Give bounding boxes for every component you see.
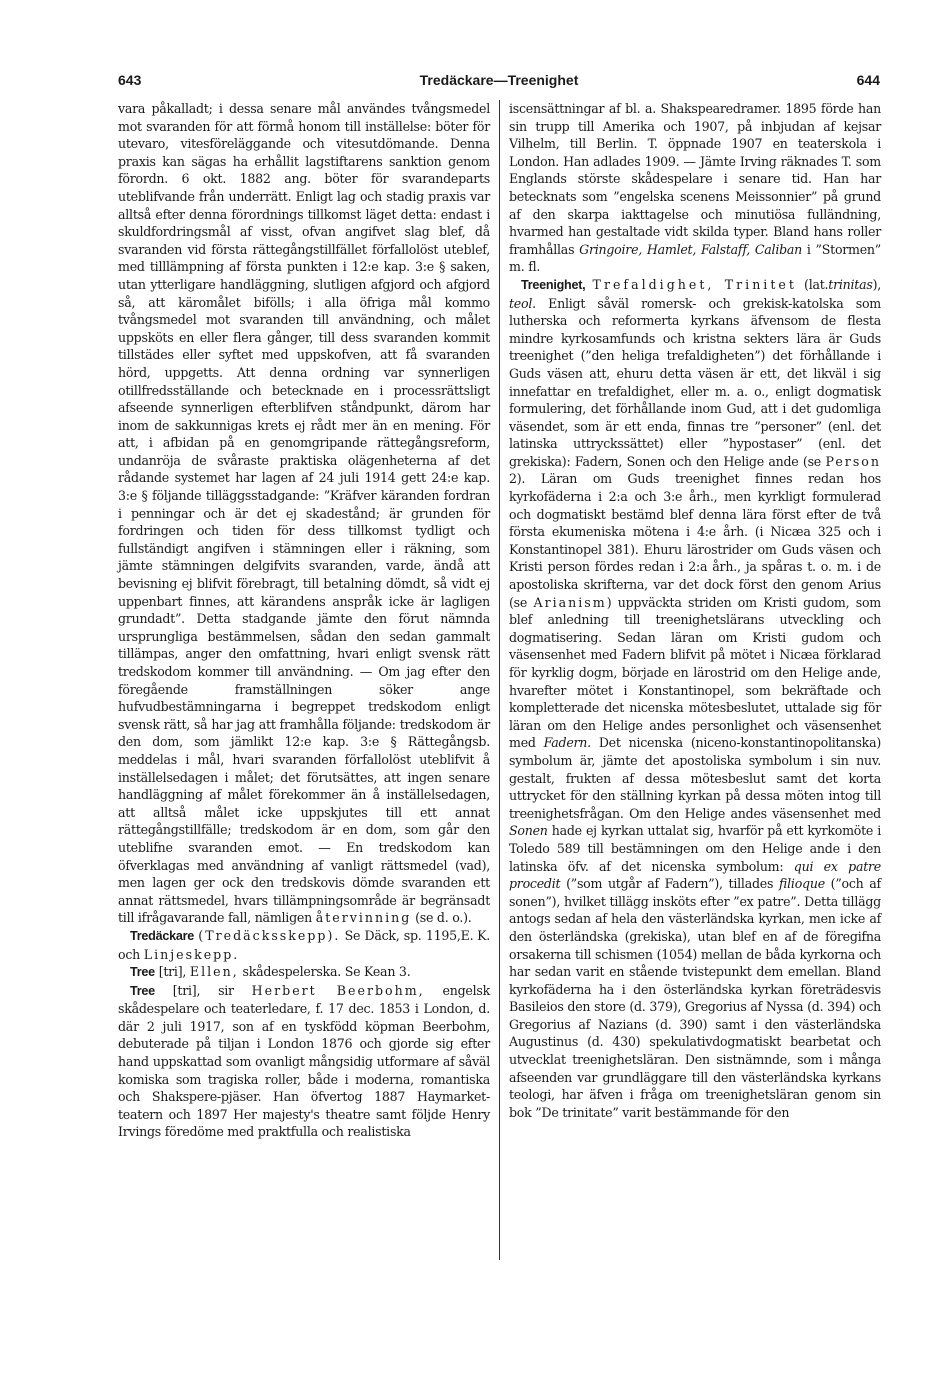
spaced-term: återvinning <box>315 910 412 926</box>
running-header <box>118 72 880 92</box>
subject-label: teol. <box>509 295 536 311</box>
entry-headword: Tredäckare <box>130 928 195 943</box>
entry-headword: Treenighet, <box>521 277 586 292</box>
italic-term: Sonen <box>509 823 548 839</box>
entry-text: Det nicenska (niceno-konstantinopolitanska) symbolum är, jämte det apostoliska symbolum i sin nuv. gestalt, frukten af dessa mötesbeslut samt det korta uttrycket för den ställning kyrkan på dessa möten intog till treenighetsfrågan. Om den Helige andes väsensenhet med <box>509 735 881 821</box>
entry-headword: Tree <box>130 965 155 980</box>
latin-quote: qui ex patre procedit <box>509 858 881 892</box>
entry-text: skådespelerska. Se Kean 3. <box>242 964 411 980</box>
pronunciation: [tri], <box>172 982 201 998</box>
entry-tredackare <box>118 927 490 963</box>
spaced-term: (Tredäcksskepp). <box>198 927 341 943</box>
column-divider <box>499 100 500 1260</box>
spaced-term: Ellen, <box>189 964 239 980</box>
entry-text: Se Däck, sp. 1195, och <box>118 927 461 962</box>
latin-term: trinitas <box>828 276 873 292</box>
entry-text: ), <box>872 276 881 292</box>
page-number-right: 644 <box>856 72 880 88</box>
entry-treenighet <box>509 276 881 1122</box>
entry-tree-herbert <box>118 982 490 1141</box>
spaced-term: Trefaldighet, Trinitet <box>592 276 797 292</box>
spaced-term: Person <box>825 453 881 469</box>
entry-text: sir <box>218 982 234 998</box>
entry-text: (lat. <box>804 276 829 292</box>
pronunciation: [tri], <box>158 964 187 980</box>
entry-text: engelsk skådespelare och teaterledare, f. 17 dec. 1853 i London, d. där 2 juli 1917, son af en tyskfödd köpman Beerbohm, debuterade på tiljan i London 1876 och gjorde sig efter hand uppskattad som ovanligt mångsidig utformare af såväl komiska som tragiska roller, både i moderna, romantiska och Shakspere-pjäser. Han öfvertog 1887 Haymarket-teatern och 1897 Her majesty's theatre samt följde Henry Irvings föredöme med praktfulla och realistiska <box>118 982 490 1140</box>
paragraph-text: iscensättningar af bl. a. Shakspearedramer. 1895 förde han sin trupp till Amerika och 1907, på inbjudan af kejsar Vilhelm, till Berlin. T. öppnade 1907 en teaterskola i London. Han adlades 1909. — Jämte Irving räknades T. som Englands störste skådespelare i senare tid. Han har betecknats som ”engelska scenens Meissonnier” på grund af den skarpa iakttagelse och minutiösa fulländning, hvarmed han gestaltade vidt skilda typer. Bland hans roller framhållas <box>509 101 881 257</box>
spaced-term: Linjeskepp. <box>143 946 240 962</box>
paragraph <box>509 100 881 276</box>
entry-headword: Tree <box>130 983 155 998</box>
page-title: Tredäckare—Treenighet <box>419 72 579 88</box>
paragraph-text: (se d. o.). <box>415 910 472 926</box>
italic-term: Fadern. <box>543 735 591 751</box>
author-signature: E. K. <box>460 927 490 943</box>
entry-text: Enligt såväl romersk- och grekisk-katolska som lutherska och reformerta kyrkans äfvensom de flesta mindre kyrkosamfunds och kristna sekters lära är Guds treenighet (”den heliga trefaldigheten”) det förhållande i Guds väsen att, ehuru detta väsen är ett, det likväl i sig innefattar en trefaldighet, eller m. a. o., enligt dogmatisk formulering, det förhållande inom Gud, att i det gudomliga väsendet, som är ett enda, finnas tre ”personer” (enl. det latinska uttryckssättet) eller ”hypostaser” (enl. det grekiska): Fadern, Sonen och den Helige ande (se <box>509 295 881 469</box>
entry-text: 2). Läran om Guds treenighet finnes redan hos kyrkofäderna i 2:a och 3:e årh., men kyrkligt formulerad och dogmatiskt bestämd blef denna lära först efter de två första ekumeniska mötena i 4:e årh. (i Nicæa 325 och i Konstantinopel 381). Ehuru lärostrider om Guds väsen och Kristi person fördes redan i 2:a årh., ja spåras t. o. m. i de apostoliska skrifterna, var det dock först den genom Arius (se <box>509 471 881 610</box>
spaced-term: Arianism <box>533 594 607 610</box>
role-names: Gringoire, Hamlet, Falstaff, Caliban <box>579 241 803 257</box>
entry-text: (”som utgår af Fadern”), tillades <box>566 876 774 892</box>
entry-text: (”och af sonen”), hvilket tillägg insköts efter ”ex patre”. Detta tillägg antogs sedan af hela den västerländska kyrkan, men icke af den österländska (grekiska), utan blef en af de föregifna orsakerna till schismen (1054) mellan de båda kyrkorna och har sedan varit en stående tvistepunkt dem emellan. Bland kyrkofäderna ha i den österländska kyrkan företrädesvis Basileios den store (d. 379), Gregorius af Nyssa (d. 394) och Gregorius af Nazians (d. 390) samt i den västerländska Augustinus (d. 430) spekulativdogmatiskt bearbetat och utvecklat treenighetsläran. Den sistnämnde, som i många afseenden var grundläggare till den västerländska kyrkans teologi, har äfven i fråga om treenighetsläran genom sin bok ”De trinitate” varit bestämmande för den <box>509 876 881 1120</box>
page-number-left: 643 <box>118 72 142 88</box>
right-column <box>509 100 881 1121</box>
spaced-term: Herbert Beerbohm, <box>251 982 425 998</box>
entry-text: hade ej kyrkan uttalat sig, hvarför på ett kyrkomöte i Toledo 589 till bestämningen om den Helige ande i den latinska öfv. af det nicenska symbolum: <box>509 823 881 874</box>
entry-text: ) uppväckta striden om Kristi gudom, som blef anledning till treenighetslärans utveckling och dogmatisering. Sedan läran om Kristi gudom och väsensenhet med Fadern blifvit på mötet i Nicæa förklarad för kyrklig dogm, började en lärostrid om den Helige ande, hvarefter mötet i Konstantinopel, som bekräftade och kompletterade det nicenska mötesbeslutet, uttalade sig för läran om den Helige andes personlighet och väsensenhet med <box>509 594 881 751</box>
left-column <box>118 100 490 1141</box>
paragraph-text: i ”Stormen” m. fl. <box>509 241 881 275</box>
paragraph-text: vara påkalladt; i dessa senare mål användes tvångsmedel mot svaranden för att förmå honom till inställelse: böter för utevaro, vitesföreläggande och vitesutdömande. Denna praxis kan sägas ha erhållit lagstiftarens sanktion genom förordn. 6 okt. 1882 ang. böter för svarandeparts uteblifvande från underrätt. Enligt lag och stadig praxis var alltså efter denna förordnings tillkomst läget detta: endast i skuldfordringsmål af visst, ofvan angifvet slag blef, då svaranden vid första rättegångstillfället förfallolöst uteblef, med tilllämpning af första punkten i 12:e kap. 3:e § saken, utan ytterligare handläggning, slutligen afgjord och afgjord så, att käromålet bifölls; i alla öfriga mål kommo tvångsmedel mot svaranden till användning, och målet uppsköts en eller flera gånger, till dess svaranden kommit tillstädes eller syftet med uppskofven, att få svaranden hörd, uppgetts. Att denna ordning var synnerligen otillfredsställande och betecknade en i processrättsligt afseende synnerligen efterblifven ståndpunkt, därom har inom de sakkunnigas krets ej rådt mer än en mening. För att, i afbidan på en genomgripande rättegångsreform, undanröja de svåraste praktiska olägenheterna af det rådande systemet har lagen af 24 juli 1914 gett 24:e kap. 3:e § följande tilläggsstadgande: ”Kräfver käranden fordran i penningar och är det ej skadestånd; är grunden för fordringen och tiden för dess tillkomst tydligt och fullständigt angifven i stämningen eller i räkning, som jämte stämningen delgifvits svaranden, varde, ändå att bevisning ej blifvit förebragt, till betalning dömdt, så vidt ej uppenbart finnes, att kärandens anspråk icke är lagligen grundadt”. Detta stadgande jämte den förut nämnda ursprungliga bestämmelsen, sådan den sedan gammalt tillämpas, anger den omfattning, hvari enligt svensk rätt tredskodom kommer till användning. — Om jag efter den föregående framställningen söker ange hufvudbestämningarna i begreppet tredskodom enligt svensk rätt, så har jag att framhålla följande: tredskodom är den dom, som jämlikt 12:e kap. 3:e § Rättegångsb. meddelas i mål, hvari svaranden förfallolöst uteblifvit å inställelsedagen i målet; det förutsättes, att ingen senare handläggning af målet förekommer än å inställelsedagen, att alltså målet icke uppskjutes till ett annat rättegångstillfälle; tredskodom är en dom, som går den uteblifne svaranden emot. — En tredskodom kan öfverklagas med användning af vanligt rättsmedel (vad), men lagen ger ock den tredskovis dömde svaranden ett annat rättsmedel, hvars tillämpningsområde är begränsadt till ifrågavarande fall, nämligen <box>118 101 490 926</box>
latin-term: filioque <box>778 876 825 892</box>
entry-tree-ellen <box>118 963 490 982</box>
